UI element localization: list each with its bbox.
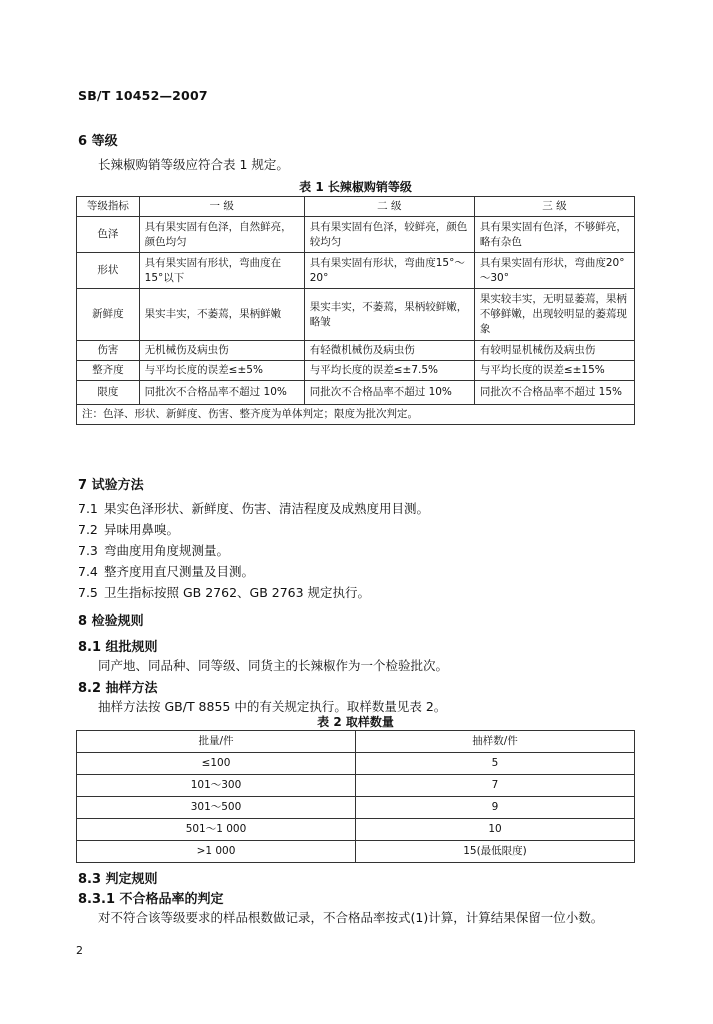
grade-table (76, 196, 635, 425)
row-label: 限度 (77, 381, 140, 405)
table-cell: 有较明显机械伤及病虫伤 (474, 341, 634, 361)
table-cell: 与平均长度的误差≤±15% (474, 361, 634, 381)
table-cell: 果实丰实，不萎蔫，果柄较鲜嫩，略皱 (304, 289, 474, 341)
table-cell: 同批次不合格品率不超过 15% (474, 381, 634, 405)
table-cell: 5 (356, 753, 635, 775)
page-number: 2 (76, 944, 83, 957)
table-row (77, 775, 635, 797)
row-label: 色泽 (77, 217, 140, 253)
item-text: 弯曲度用角度规测量。 (104, 543, 230, 558)
item-text: 异味用鼻嗅。 (104, 522, 180, 537)
table-note-row (77, 405, 635, 425)
item-number: 7.5 (78, 585, 98, 600)
table-cell: 果实丰实，不萎蔫，果柄鲜嫩 (139, 289, 304, 341)
row-label: 伤害 (77, 341, 140, 361)
list-item (78, 499, 429, 517)
table-row (77, 289, 635, 341)
table-cell: 与平均长度的误差≤±5% (139, 361, 304, 381)
item-number: 7.1 (78, 501, 98, 516)
table-cell: 10 (356, 819, 635, 841)
table-cell: 7 (356, 775, 635, 797)
standard-code-header: SB/T 10452—2007 (78, 88, 208, 103)
item-text: 卫生指标按照 GB 2762、GB 2763 规定执行。 (104, 585, 371, 600)
section-6-intro: 长辣椒购销等级应符合表 1 规定。 (98, 157, 289, 172)
section-8-3-1-text: 对不符合该等级要求的样品根数做记录，不合格品率按式(1)计算，计算结果保留一位小数。 (98, 910, 604, 925)
table-cell: 具有果实固有形状，弯曲度20°～30° (474, 253, 634, 289)
table-cell: 101～300 (77, 775, 356, 797)
header-cell: 三 级 (474, 197, 634, 217)
table-header-row (77, 197, 635, 217)
list-item (78, 541, 229, 559)
table-2-caption: 表 2 取样数量 (317, 715, 394, 729)
section-8-2-title: 8.2 抽样方法 (78, 681, 158, 696)
list-item (78, 520, 179, 538)
list-item (78, 562, 254, 580)
table-cell: >1 000 (77, 841, 356, 863)
table-row (77, 253, 635, 289)
sampling-table (76, 730, 635, 863)
table-header-row (77, 731, 635, 753)
table-cell: 果实较丰实，无明显萎蔫，果柄不够鲜嫩，出现较明显的萎蔫现象 (474, 289, 634, 341)
table-cell: ≤100 (77, 753, 356, 775)
table-cell: 具有果实固有色泽，不够鲜亮，略有杂色 (474, 217, 634, 253)
section-8-3-1-title: 8.3.1 不合格品率的判定 (78, 892, 224, 907)
table-cell: 具有果实固有形状，弯曲度在15°以下 (139, 253, 304, 289)
row-label: 新鲜度 (77, 289, 140, 341)
table-cell: 501～1 000 (77, 819, 356, 841)
item-text: 果实色泽形状、新鲜度、伤害、清洁程度及成熟度用目测。 (104, 501, 430, 516)
header-cell: 等级指标 (77, 197, 140, 217)
table-cell: 9 (356, 797, 635, 819)
section-8-1-title: 8.1 组批规则 (78, 640, 158, 655)
table-cell: 与平均长度的误差≤±7.5% (304, 361, 474, 381)
table-cell: 同批次不合格品率不超过 10% (304, 381, 474, 405)
table-cell: 具有果实固有色泽，较鲜亮，颜色较均匀 (304, 217, 474, 253)
table-row (77, 819, 635, 841)
table-cell: 有轻微机械伤及病虫伤 (304, 341, 474, 361)
item-text: 整齐度用直尺测量及目测。 (104, 564, 255, 579)
row-label: 整齐度 (77, 361, 140, 381)
list-item (78, 583, 370, 601)
header-cell: 一 级 (139, 197, 304, 217)
table-1-caption: 表 1 长辣椒购销等级 (299, 180, 412, 194)
row-label: 形状 (77, 253, 140, 289)
table-row (77, 381, 635, 405)
table-cell: 同批次不合格品率不超过 10% (139, 381, 304, 405)
item-number: 7.3 (78, 543, 98, 558)
header-cell: 批量/件 (77, 731, 356, 753)
section-6-title: 6 等级 (78, 134, 118, 149)
item-number: 7.2 (78, 522, 98, 537)
section-8-1-text: 同产地、同品种、同等级、同货主的长辣椒作为一个检验批次。 (98, 658, 449, 673)
table-cell: 具有果实固有形状，弯曲度15°～20° (304, 253, 474, 289)
table-cell: 301～500 (77, 797, 356, 819)
section-7-title: 7 试验方法 (78, 478, 144, 493)
header-cell: 二 级 (304, 197, 474, 217)
section-8-2-text: 抽样方法按 GB/T 8855 中的有关规定执行。取样数量见表 2。 (98, 699, 447, 714)
table-row (77, 797, 635, 819)
table-row (77, 361, 635, 381)
table-row (77, 341, 635, 361)
section-8-3-title: 8.3 判定规则 (78, 872, 158, 887)
item-number: 7.4 (78, 564, 98, 579)
table-cell: 15(最低限度) (356, 841, 635, 863)
section-8-title: 8 检验规则 (78, 614, 144, 629)
table-row (77, 841, 635, 863)
table-row (77, 217, 635, 253)
table-row (77, 753, 635, 775)
table-cell: 具有果实固有色泽，自然鲜亮，颜色均匀 (139, 217, 304, 253)
header-cell: 抽样数/件 (356, 731, 635, 753)
table-cell: 无机械伤及病虫伤 (139, 341, 304, 361)
table-note: 注：色泽、形状、新鲜度、伤害、整齐度为单体判定；限度为批次判定。 (77, 405, 635, 425)
